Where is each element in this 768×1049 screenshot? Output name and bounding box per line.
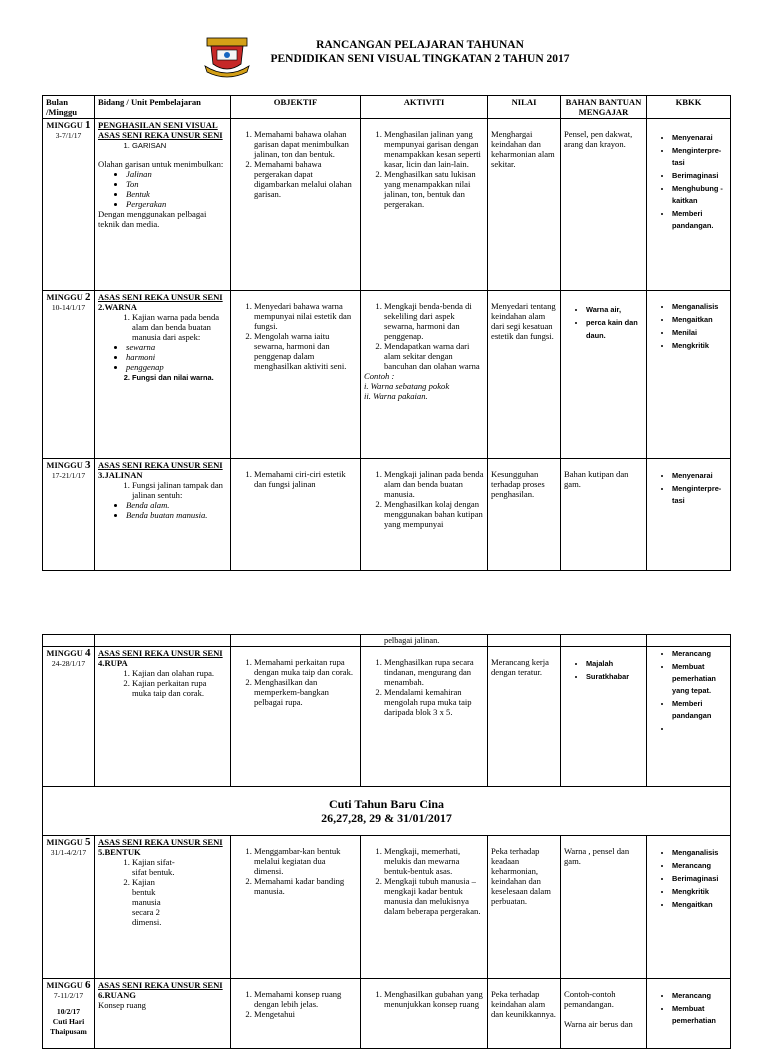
- document-title: [260, 38, 580, 66]
- kbkk-cell: • Menyenarai • Menginterpre-tasi • Berimaginasi • Menghubung -kaitkan • Memberi pandangan.: [647, 119, 731, 291]
- value-cell: Peka terhadap keadaan keharmonian, keindahan dan keselesaan dalam perbuatan.: [488, 836, 561, 979]
- activity-cell: 1. Menghasilan jalinan yang mempunyai garisan dengan menampakkan kesan seperti kasar, licin dan lain-lain. 2. Menghasilkan satu lukisan yang menampakkan nilai jalinan, ton, bentuk dan pergerakan.: [361, 119, 488, 291]
- holiday-title: Cuti Tahun Baru Cina: [328, 797, 445, 811]
- col-unit: Bidang / Unit Pembelajaran: [95, 96, 231, 119]
- week-cell: MINGGU 3 17-21/1/17: [43, 459, 95, 571]
- objective-cell: 1. Memahami perkaitan rupa dengan muka taip dan corak. 2. Menghasilkan dan memperkem-bangkan pelbagai rupa.: [231, 647, 361, 787]
- title-line-2: PENDIDIKAN SENI VISUAL TINGKATAN 2 TAHUN 2017: [270, 53, 570, 65]
- activity-cell: pelbagai jalinan.: [361, 635, 488, 647]
- table-row: [43, 979, 731, 1049]
- week-cell: MINGGU 4 24-28/1/17: [43, 647, 95, 787]
- table-row: [43, 291, 731, 459]
- col-week: Bulan /Minggu: [43, 96, 95, 119]
- col-activity: AKTIVITI: [361, 96, 488, 119]
- unit-cell: PENGHASILAN SENI VISUAL ASAS SENI REKA UNSUR SENI 1. GARISAN Olahan garisan untuk menimbulkan: • Jalinan • Ton • Bentuk • Pergerakan Dengan menggunakan pelbagai teknik dan media.: [95, 119, 231, 291]
- school-crest-icon: [203, 36, 251, 80]
- objective-cell: 1. Memahami bahawa olahan garisan dapat menimbulkan jalinan, ton dan bentuk. 2. Memahami bahawa pergerakan dapat digambarkan melalui olahan garisan.: [231, 119, 361, 291]
- holiday-cell: [43, 787, 731, 836]
- activity-cell: 1. Menghasilkan rupa secara tindanan, mengurang dan menambah. 2. Mendalami kemahiran mengolah rupa muka taip daripada blok 3 x 5.: [361, 647, 488, 787]
- objective-cell: 1. Memahami konsep ruang dengan lebih jelas. 2. Mengetahui: [231, 979, 361, 1049]
- activity-cell: 1. Mengkaji jalinan pada benda alam dan benda buatan manusia. 2. Menghasilkan kolaj dengan menggunakan bahan kutipan yang mempunyai: [361, 459, 488, 571]
- unit-cell: ASAS SENI REKA UNSUR SENI 4.RUPA 1. Kajian dan olahan rupa. 2. Kajian perkaitan rupa muka taip dan corak.: [95, 647, 231, 787]
- lesson-plan-table-2: [42, 634, 731, 1049]
- unit-cell: ASAS SENI REKA UNSUR SENI 2.WARNA 1. Kajian warna pada benda alam dan benda buatan manusia dari aspek: • sewarna • harmoni • penggenap 2. Fungsi dan nilai warna.: [95, 291, 231, 459]
- col-material: BAHAN BANTUAN MENGAJAR: [561, 96, 647, 119]
- activity-cell: 1. Mengkaji benda-benda di sekeliling dari aspek sewarna, harmoni dan penggenap. 2. Mendapatkan warna dari alam sekitar dengan bancuhan dan olahan warna Contoh : i. Warna sebatang pokok ii. Warna pakaian.: [361, 291, 488, 459]
- material-cell: • Majalah • Suratkhabar: [561, 647, 647, 787]
- value-cell: Peka terhadap keindahan alam dan keunikkannya.: [488, 979, 561, 1049]
- title-line-1: RANCANGAN PELAJARAN TAHUNAN: [316, 39, 524, 51]
- unit-cell: ASAS SENI REKA UNSUR SENI 3.JALINAN 1. Fungsi jalinan tampak dan jalinan sentuh: • Benda alam. • Benda buatan manusia.: [95, 459, 231, 571]
- kbkk-cell: • Merancang • Membuat pemerhatian yang tepat. • Memberi pandangan •: [647, 647, 731, 787]
- material-cell: • Warna air, • perca kain dan daun.: [561, 291, 647, 459]
- kbkk-cell: • Menganalisis • Merancang • Berimaginasi • Mengkritik • Mengaitkan: [647, 836, 731, 979]
- table-row: [43, 459, 731, 571]
- value-cell: Menghargai keindahan dan keharmonian alam sekitar.: [488, 119, 561, 291]
- week-cell: MINGGU 6 7-11/2/17 10/2/17 Cuti Hari Thaipusam: [43, 979, 95, 1049]
- table-row: [43, 635, 731, 647]
- kbkk-cell: • Menganalisis • Mengaitkan • Menilai • Mengkritik: [647, 291, 731, 459]
- material-cell: Pensel, pen dakwat, arang dan krayon.: [561, 119, 647, 291]
- lesson-plan-table-1: [42, 95, 731, 571]
- week-cell: MINGGU 1 3-7/1/17: [43, 119, 95, 291]
- holiday-row: [43, 787, 731, 836]
- col-kbkk: KBKK: [647, 96, 731, 119]
- value-cell: Menyedari tentang keindahan alam dari segi kesatuan estetik dan fungsi.: [488, 291, 561, 459]
- kbkk-cell: • Merancang • Membuat pemerhatian: [647, 979, 731, 1049]
- activity-cell: 1. Mengkaji, memerhati, melukis dan mewarna bentuk-bentuk asas. 2. Mengkaji tubuh manusia – mengkaji kadar bentuk manusia dan melukisnya dalam beberapa pergerakan.: [361, 836, 488, 979]
- table-row: [43, 836, 731, 979]
- objective-cell: 1. Menyedari bahawa warna mempunyai nilai estetik dan fungsi. 2. Mengolah warna iaitu sewarna, harmoni dan penggenap dalam menghasilkan aktiviti seni.: [231, 291, 361, 459]
- table-row: [43, 119, 731, 291]
- unit-cell: ASAS SENI REKA UNSUR SENI 5.BENTUK 1. Kajian sifat-sifat bentuk. 2. Kajian bentuk manusia secara 2 dimensi.: [95, 836, 231, 979]
- material-cell: Bahan kutipan dan gam.: [561, 459, 647, 571]
- objective-cell: 1. Menggambar-kan bentuk melalui kegiatan dua dimensi. 2. Memahami kadar banding manusia.: [231, 836, 361, 979]
- material-cell: Warna , pensel dan gam.: [561, 836, 647, 979]
- table-row: [43, 647, 731, 787]
- kbkk-cell: • Menyenarai • Menginterpre-tasi: [647, 459, 731, 571]
- col-value: NILAI: [488, 96, 561, 119]
- activity-cell: 1. Menghasilkan gubahan yang menunjukkan konsep ruang: [361, 979, 488, 1049]
- material-cell: Contoh-contoh pemandangan. Warna air berus dan: [561, 979, 647, 1049]
- week-cell: MINGGU 2 10-14/1/17: [43, 291, 95, 459]
- holiday-dates: 26,27,28, 29 & 31/01/2017: [321, 811, 452, 825]
- value-cell: Merancang kerja dengan teratur.: [488, 647, 561, 787]
- unit-cell: ASAS SENI REKA UNSUR SENI 6.RUANG Konsep ruang: [95, 979, 231, 1049]
- objective-cell: 1. Memahami ciri-ciri estetik dan fungsi jalinan: [231, 459, 361, 571]
- week-cell: MINGGU 5 31/1-4/2/17: [43, 836, 95, 979]
- value-cell: Kesungguhan terhadap proses penghasilan.: [488, 459, 561, 571]
- table-header-row: [43, 96, 731, 119]
- col-objective: OBJEKTIF: [231, 96, 361, 119]
